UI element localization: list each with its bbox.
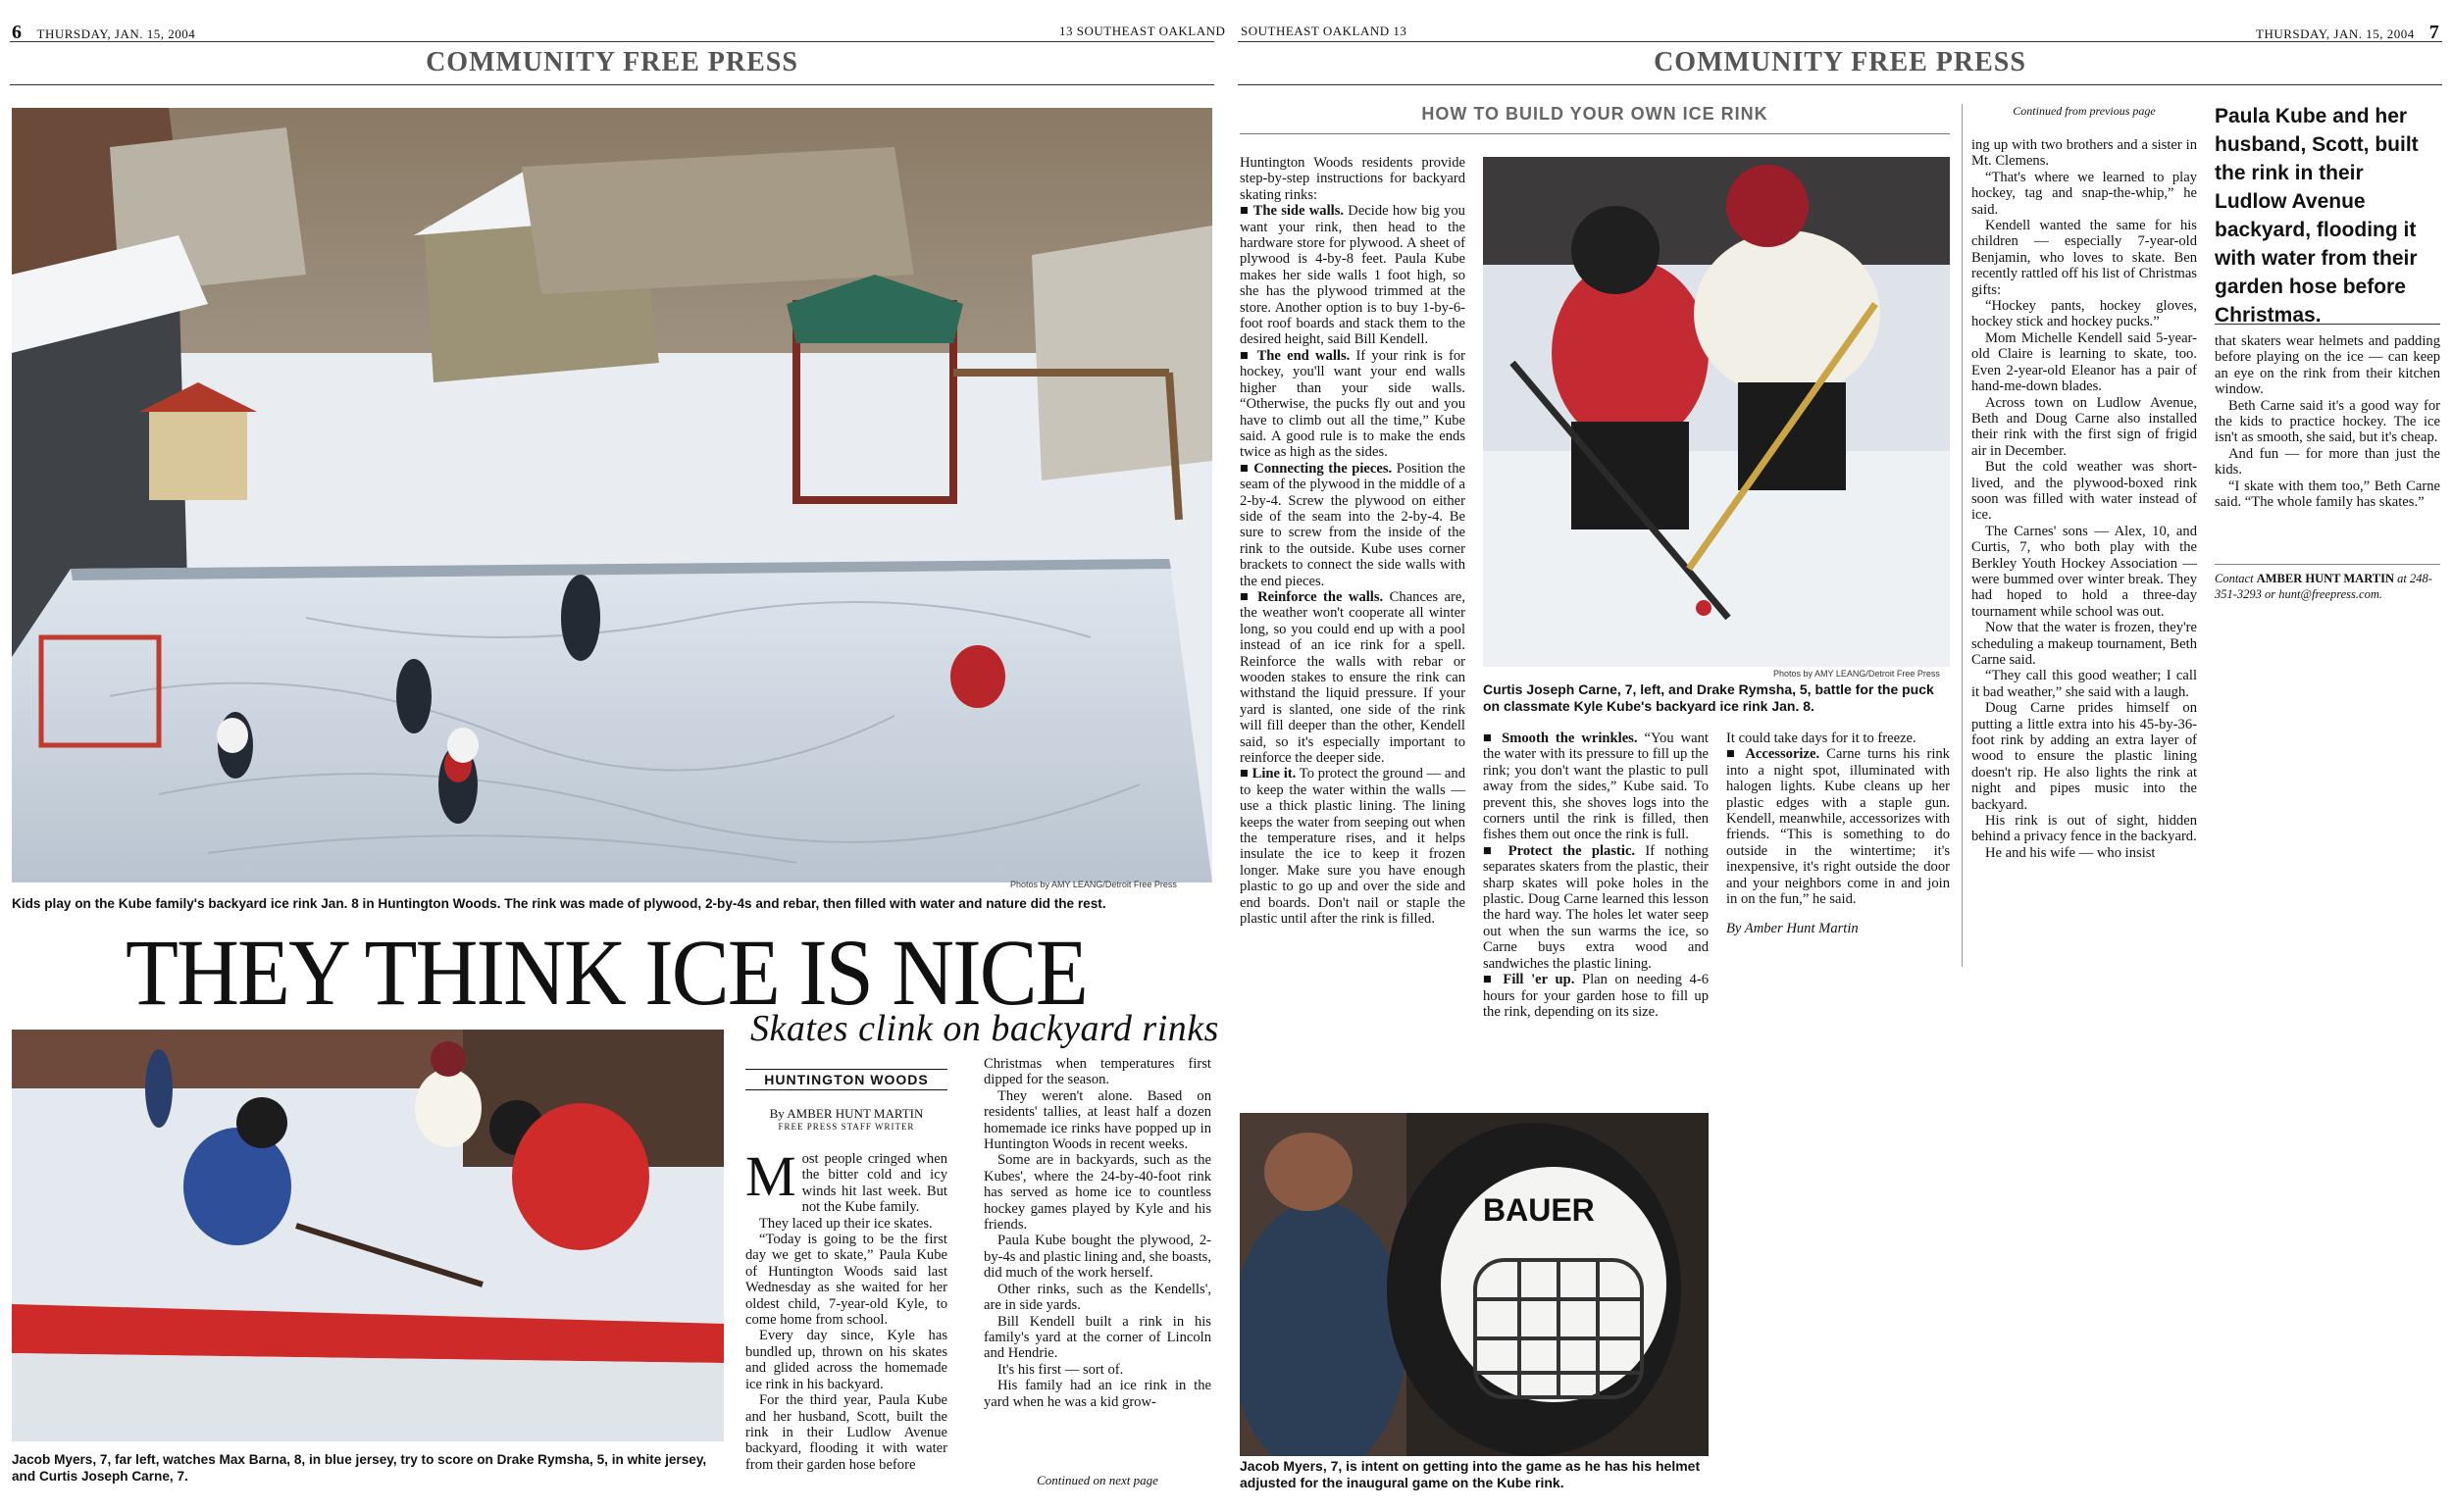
howto-col-3 xyxy=(1726,731,1950,937)
step-head: Line it. xyxy=(1252,766,1297,782)
headline: THEY THINK ICE IS NICE xyxy=(126,920,1087,1025)
paragraph: Doug Carne prides himself on putting a little extra into his 45-by-36-foot rink by adding an extra layer of wood to ensure the plastic lining doesn't rip. He also lights the rink at night and pipes music into the backyard. xyxy=(1971,700,2197,813)
photo-credit: Photos by AMY LEANG/Detroit Free Press xyxy=(1773,669,1940,679)
howto-step: ■ The side walls. Decide how big you want your rink, then head to the hardware store for plywood. A sheet of plywood is 4-by-8 feet. Paula Kube makes her side walls 1 foot high, so she has the plywood trimmed at the store. Another option is to buy 1-by-6-foot roof boards and stack them to the desired height, said Bill Kendell. xyxy=(1240,203,1465,348)
continued-col xyxy=(1971,137,2197,861)
paragraph: Across town on Ludlow Avenue, Beth and Doug Carne also installed their rink with the first sign of frigid air in December. xyxy=(1971,394,2197,459)
story-col-1 xyxy=(745,1144,947,1473)
step-head: Accessorize. xyxy=(1745,746,1820,763)
byline xyxy=(745,1106,947,1132)
paragraph: Christmas when temperatures first dipped for the season. xyxy=(984,1056,1211,1088)
dropcap: M xyxy=(745,1144,796,1208)
paragraph: Other rinks, such as the Kendells', are in side yards. xyxy=(984,1281,1211,1314)
page-number: 7 xyxy=(2428,22,2440,43)
step-text: Position the seam of the plywood in the middle of a 2-by-4. Screw the plywood on either side of the seam into the 2-by-4. Be sure to screw from the inside of the rink to the outside. Kube uses corner brackets to connect the side walls with the end pieces. xyxy=(1240,460,1465,589)
step-head: Fill 'er up. xyxy=(1503,972,1575,988)
kid-in-helmet-image xyxy=(1240,1113,1709,1456)
byline-role: FREE PRESS STAFF WRITER xyxy=(778,1122,915,1132)
contact-label: Contact xyxy=(2215,572,2254,585)
howto-step: ■ Protect the plastic. If nothing separates skaters from the plastic, their sharp skates will poke holes in the plastic. Doug Carne learned this lesson the hard way. The holes let water seep out when the sun warms the ice, so Carne buys extra wood and sandwiches the plastic lining. xyxy=(1483,842,1709,972)
howto-col-2 xyxy=(1483,731,1709,1020)
masthead: COMMUNITY FREE PRESS xyxy=(1654,47,2026,77)
helmet-photo-caption: Jacob Myers, 7, is intent on getting into the game as he has his helmet adjusted for the inaugural game on the Kube rink. xyxy=(1240,1458,1701,1490)
paragraph: But the cold weather was short-lived, and the plywood-boxed rink soon was filled with water instead of ice. xyxy=(1971,459,2197,524)
jump-line[interactable]: Continued on next page xyxy=(1037,1473,1158,1487)
howto-rule xyxy=(1240,133,1950,134)
deck: Skates clink on backyard rinks xyxy=(750,1008,1219,1049)
issue-date: THURSDAY, JAN. 15, 2004 xyxy=(36,26,196,41)
contact-details[interactable]: at 248-351-3293 or hunt@freepress.com. xyxy=(2215,572,2432,601)
paragraph: “That's where we learned to play hockey, tag and snap-the-whip,” he said. xyxy=(1971,169,2197,218)
howto-step: ■ Reinforce the walls. Chances are, the weather won't cooperate all winter long, so you could end up with a pool instead of an ice rink for a spell. Reinforce the walls with rebar or wooden stakes to ensure the rink can withstand the liquid pressure. If your yard is slanted, one side of the rink will fill deeper than the other, Kendell said, so it's especially important to reinforce the deeper side. xyxy=(1240,588,1465,767)
main-photo xyxy=(12,108,1212,882)
step-head: The side walls. xyxy=(1252,203,1345,220)
section-label: 13 SOUTHEAST OAKLAND xyxy=(1059,24,1226,38)
paragraph: Paula Kube bought the plywood, 2-by-4s and plastic lining and, she boasts, did much of the work herself. xyxy=(984,1233,1211,1282)
step-text: To protect the ground — and to keep the water within the walls — use a thick plastic lining. The lining keeps the water from seeping out when the temperature rises, and it helps insulate the ice to keep it frozen longer. Make sure you have enough plastic to go up and over the side and end boards. Don't nail or staple the plastic until after the rink is filled. xyxy=(1240,766,1466,928)
howto-lead: It could take days for it to freeze. xyxy=(1726,731,1916,746)
paragraph: Beth Carne said it's a good way for the kids to practice hockey. The ice isn't as smooth, she said, but it's cheap. xyxy=(2215,397,2440,446)
top-rule xyxy=(10,41,1214,42)
step-head: Connecting the pieces. xyxy=(1253,460,1393,477)
paragraph: Every day since, Kyle has bundled up, thrown on his skates and glided across the homemade ice rink in his backyard. xyxy=(745,1328,947,1392)
helmet-photo xyxy=(1240,1113,1709,1456)
paragraph: And fun — for more than just the kids. xyxy=(2215,445,2440,479)
contact-name: AMBER HUNT MARTIN xyxy=(2256,572,2395,585)
step-head: Smooth the wrinkles. xyxy=(1502,731,1638,746)
paragraph: Mom Michelle Kendell said 5-year-old Claire is learning to skate, too. Even 2-year-old Eleanor has a pair of hand-me-down blades. xyxy=(1971,329,2197,395)
step-head: Reinforce the walls. xyxy=(1257,588,1384,605)
top-rule xyxy=(1238,41,2442,42)
step-text: Decide how big you want your rink, then head to the hardware store for plywood. A sheet of plywood is 4-by-8 feet. Paula Kube makes her side walls 1 foot high, so she has the plywood trimmed at the store. Another option is to buy 1-by-6-foot roof boards and stack them to the desired height, said Bill Kendell. xyxy=(1240,203,1465,348)
step-head: The end walls. xyxy=(1256,347,1351,364)
pullquote: Paula Kube and her husband, Scott, built the rink in their Ludlow Avenue backyard, flooding it with water from their garden hose before Christmas. xyxy=(2215,105,2419,327)
step-text: If nothing separates skaters from the plastic, their sharp skates will poke holes in the plastic. Doug Carne learned this lesson the hard way. The holes let water seep out when the sun warms the ice, so Carne buys extra wood and sandwiches the plastic lining. xyxy=(1483,842,1709,972)
howto-signoff: By Amber Hunt Martin xyxy=(1726,921,1859,937)
page-number: 6 xyxy=(12,22,23,43)
paragraph: that skaters wear helmets and padding before playing on the ice — can keep an eye on the rink from their kitchen window. xyxy=(2215,333,2440,398)
pullquote-rule xyxy=(2215,324,2440,325)
column-rule xyxy=(1962,104,1963,967)
paragraph: He and his wife — who insist xyxy=(1985,844,2156,861)
paragraph: “Today is going to be the first day we get to skate,” Paula Kube of Huntington Woods said last Wednesday as she waited for her oldest child, 7-year-old Kyle, to come home from school. xyxy=(745,1232,947,1329)
step-text: “You want the water with its pressure to fill up the rink; you don't want the plastic to pull away from the sides,” Kube said. To prevent this, she shoves logs into the corners until the rink is filled, then fishes them out once the rink is full. xyxy=(1483,731,1709,843)
dateline-tag: HUNTINGTON WOODS xyxy=(745,1069,947,1090)
masthead-rule xyxy=(10,84,1214,85)
byline-name: By AMBER HUNT MARTIN xyxy=(769,1106,924,1121)
kids-playing-image xyxy=(12,1030,724,1441)
step-text: Carne turns his rink into a night spot, illuminated with halogen lights. Kube cleans up her plastic edges with a staple gun. Kendell, meanwhile, accessorizes with friends. “This is something to do outside in the wintertime; it's inexpensive, it's right outside the door and your neighbors come in and join in on the fun,” he said. xyxy=(1726,746,1950,908)
howto-step: ■ Line it. To protect the ground — and to keep the water within the walls — use a thick plastic lining. The lining keeps the water from seeping out when the temperature rises, and it helps insulate the ice to keep it frozen longer. Make sure you have enough plastic to go up and over the side and end boards. Don't nail or staple the plastic until after the rink is filled. xyxy=(1240,766,1466,928)
paragraph: Now that the water is frozen, they're scheduling a makeup tournament, Beth Carne said. xyxy=(1971,620,2197,668)
second-photo xyxy=(12,1030,724,1441)
masthead: COMMUNITY FREE PRESS xyxy=(426,47,798,77)
step-head: Protect the plastic. xyxy=(1507,842,1636,859)
howto-step: ■ Accessorize. Carne turns his rink into a night spot, illuminated with halogen lights. Kube cleans up her plastic edges with a staple gun. Kendell, meanwhile, accessorizes with friends. “This is something to do outside in the wintertime; it's inexpensive, it's right outside the door and your neighbors come in and join in on the fun,” he said. xyxy=(1726,746,1950,908)
howto-step: ■ Connecting the pieces. Position the seam of the plywood in the middle of a 2-by-4. Screw the plywood on either side of the seam into the 2-by-4. Be sure to screw from the inside of the rink to the outside. Kube uses corner brackets to connect the side walls with the end pieces. xyxy=(1240,460,1465,589)
howto-step: ■ Fill 'er up. Plan on needing 4-6 hours for your garden hose to fill up the rink, depending on its size. xyxy=(1483,972,1709,1020)
paragraph: They weren't alone. Based on residents' tallies, at least half a dozen homemade ice rinks have popped up in Huntington Woods in recent weeks. xyxy=(984,1087,1211,1153)
paragraph: Kendell wanted the same for his children — especially 7-year-old Benjamin, who loves to skate. Ben recently rattled off his list of Christmas gifts: xyxy=(1971,218,2197,298)
howto-step: ■ The end walls. If your rink is for hockey, you'll want your end walls higher than your side walls. “Otherwise, the pucks fly out and you have to climb out all the time,” Kube said. A good rule is to make the ends twice as high as the sides. xyxy=(1240,347,1466,461)
hockey-photo xyxy=(1483,157,1950,667)
paragraph: The Carnes' sons — Alex, 10, and Curtis, 7, who both play with the Berkley Youth Hockey Association — were bummed over winter break. They had hoped to hold a three-day tournament while school was out. xyxy=(1971,523,2197,620)
contact-line xyxy=(2215,571,2440,602)
hockey-photo-caption: Curtis Joseph Carne, 7, left, and Drake Rymsha, 5, battle for the puck on classmate Kyle Kube's backyard ice rink Jan. 8. xyxy=(1483,681,1934,714)
paragraph: “They call this good weather; I call it bad weather,” she said with a laugh. xyxy=(1971,668,2197,700)
masthead-rule xyxy=(1238,84,2442,85)
howto-step: ■ Smooth the wrinkles. “You want the water with its pressure to fill up the rink; you don't want the plastic to pull away from the sides,” Kube said. To prevent this, she shoves logs into the corners until the rink is filled, then fishes them out once the rink is full. xyxy=(1483,731,1709,843)
howto-title: HOW TO BUILD YOUR OWN ICE RINK xyxy=(1421,104,1768,124)
backyard-rink-image xyxy=(12,108,1212,882)
step-text: If your rink is for hockey, you'll want your end walls higher than your side walls. “Otherwise, the pucks fly out and you have to climb out all the time,” Kube said. A good rule is to make the ends twice as high as the sides. xyxy=(1240,347,1466,461)
paragraph: ost people cringed when the bitter cold and icy winds hit last week. But not the Kube family. xyxy=(801,1151,947,1216)
howto-col-1 xyxy=(1240,155,1465,928)
continued-label: Continued from previous page xyxy=(2013,104,2156,118)
two-kids-hockey-image xyxy=(1483,157,1950,667)
step-text: Chances are, the weather won't cooperate all winter long, so you could end up with a pool instead of an ice rink for a spell. Reinforce the walls with rebar or wooden stakes to ensure the rink can withstand the liquid pressure. If your yard is slanted, one side of the rink will fill deeper than the other, Kendell said, so it's especially important to reinforce the deeper side. xyxy=(1240,588,1465,767)
paragraph: “I skate with them too,” Beth Carne said. “The whole family has skates.” xyxy=(2215,478,2440,511)
paragraph: His rink is out of sight, hidden behind a privacy fence in the backyard. xyxy=(1971,813,2197,845)
contact-rule xyxy=(2215,564,2440,565)
helmet-brand: BAUER xyxy=(1483,1192,1595,1228)
paragraph: Some are in backyards, such as the Kubes', where the 24-by-40-foot rink has served as home ice to countless hockey games played by Kyle and his friends. xyxy=(984,1152,1211,1234)
paragraph: “Hockey pants, hockey gloves, hockey stick and hockey pucks.” xyxy=(1971,298,2197,330)
howto-intro: Huntington Woods residents provide step-by-step instructions for backyard skating rinks: xyxy=(1240,155,1465,203)
final-col xyxy=(2215,333,2440,510)
issue-date: THURSDAY, JAN. 15, 2004 xyxy=(2256,26,2415,41)
paragraph: They laced up their ice skates. xyxy=(759,1215,933,1232)
paragraph: ing up with two brothers and a sister in Mt. Clemens. xyxy=(1971,137,2197,170)
main-photo-caption: Kids play on the Kube family's backyard ice rink Jan. 8 in Huntington Woods. The rink was made of plywood, 2-by-4s and rebar, then filled with water and nature did the rest. xyxy=(12,896,1106,911)
paragraph: His family had an ice rink in the yard when he was a kid grow- xyxy=(984,1378,1211,1410)
story-col-2 xyxy=(984,1056,1211,1410)
photo-credit: Photos by AMY LEANG/Detroit Free Press xyxy=(1010,880,1177,889)
section-label-right: SOUTHEAST OAKLAND 13 xyxy=(1241,24,1407,38)
paragraph: Bill Kendell built a rink in his family's yard at the corner of Lincoln and Hendrie. xyxy=(984,1313,1211,1362)
step-text: Plan on needing 4-6 hours for your garden hose to fill up the rink, depending on its size. xyxy=(1483,972,1709,1020)
paragraph: For the third year, Paula Kube and her husband, Scott, built the rink in their Ludlow Avenue backyard, flooding it with water from their garden hose before xyxy=(745,1392,947,1473)
second-photo-caption: Jacob Myers, 7, far left, watches Max Barna, 8, in blue jersey, try to score on Drake Rymsha, 5, in white jersey, and Curtis Joseph Carne, 7. xyxy=(12,1452,707,1484)
paragraph: It's his first — sort of. xyxy=(997,1361,1124,1378)
